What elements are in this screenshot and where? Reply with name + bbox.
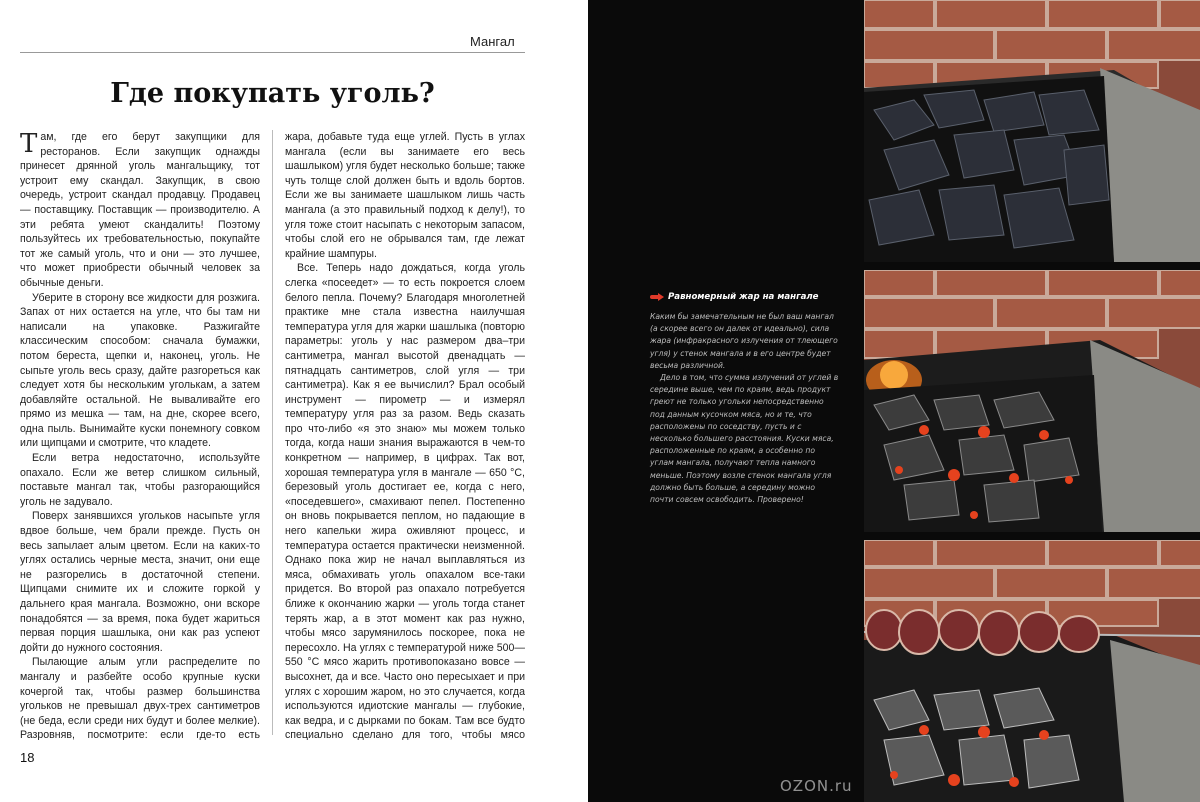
glowing-coals-photo bbox=[864, 270, 1200, 532]
sidebar-paragraph: Каким бы замечательным не был ваш мангал (а скорее всего он далек от идеально), сила жара (инфракрасного излучения от тлеющего угля) у стенок мангала и в его центре будет весьма различной. bbox=[650, 312, 838, 370]
sidebar-heading bbox=[650, 292, 840, 302]
paragraph: Если ветра недостаточно, используйте опахало. Если же ветер слишком сильный, поставьте мангал так, чтобы разгорающийся уголь не задувало. bbox=[20, 452, 260, 508]
sidebar-heading-text: Равномерный жар на мангале bbox=[668, 292, 819, 302]
paragraph: жара, добавьте туда еще углей. Пусть в углах мангала (если вы занимаете его весь шашлыком) угля будет несколько больше; также чуть толще слой должен быть и вдоль бортов. Если же вы занимаете шашлыком лишь часть мангала (а это правильный подход к делу!), то угля тоже стоит насыпать с некоторым запасом, чтобы слой его не обрывался там, где лежат крайние шампуры. bbox=[285, 131, 525, 260]
article-column-2 bbox=[285, 130, 525, 740]
black-charcoal-photo bbox=[864, 0, 1200, 262]
paragraph: Поверх занявшихся угольков насыпьте угля вдвое больше, чем брали прежде. Пусть он весь запылает алым цветом. Если на каких-то углях остались черные места, значит, они еще не разгорелись в достаточной степени. Щипцами снимите их и сложите горкой у дальнего края мангала. Возможно, они вскоре понадобятся — за время, пока будет жариться первая порция шашлыка, они как раз успеют дойти до нужного состояния. bbox=[20, 510, 260, 654]
sidebar-note bbox=[650, 292, 840, 506]
page-number: 18 bbox=[20, 750, 35, 765]
page-title: Где покупать уголь? bbox=[110, 78, 435, 109]
section-label: Мангал bbox=[470, 34, 515, 49]
column-divider bbox=[272, 130, 273, 735]
watermark: OZON.ru bbox=[780, 777, 853, 795]
paragraph: Там, где его берут закупщики для ресторанов. Если закупщик однажды принесет дрянной уголь мангальщику, тот устроит ему скандал. Закупщик, в свою очередь, устроит скандал продавцу. Продавец — поставщику. Поставщик — производителю. А эти ребята умеют скандалить! Поэтому пользуйтесь их требовательностью, покупайте тот же самый уголь, что и они — это лучшее, что может приобрести обычный человек за обычные деньги. bbox=[20, 130, 260, 289]
arrow-right-icon bbox=[650, 293, 664, 301]
paragraph: Все. Теперь надо дождаться, когда уголь слегка «посеедет» — то есть покроется слоем белого пепла. Почему? Благодаря многолетней практике мне стала известна наилучшая температура угля для жарки шашлыка (повторю параметры: уголь у нас размером два–три сантиметра, мангал высотой двенадцать — пятнадцать сантиметров, слой угля — три сантиметра). Как я ее вычислил? Брал особый инструмент — пирометр — и измерял температуру угля раз за разом. Ведь сказать про что-либо «я это знаю» мы можем только тогда, когда наши знания выражаются в чем-то конкретном — например, в цифрах. Так вот, хорошая температура угля в мангале — 650 °C, березовый уголь достигает ее, когда с него, «поседевшего», смахивают пепел. Постепенно он вновь покрывается пеплом, но падающие в него капельки жира оживляют процесс, и температура остается практически неизменной. Однако пока жир не начал выплавляться из мяса, обмахивать уголь опахалом все-таки придется. Во второй раз опахало потребуется ближе к окончанию жарки — уголь тогда станет терять жар, а в этот момент как раз нужно, чтобы мясо зарумянилось поскорее, пока не пересохло. На углях с температурой ниже 500—550 °C мясо жарить противопоказано вовсе — высохнет, да и все. Часто оно пересыхает и при углях с хорошим жаром, но это случается, когда используются идиотские мангалы — глубокие, как ведра, и с дырками по бокам. Там все будто специально сделано для того, чтобы мясо bbox=[285, 262, 525, 740]
paragraph: Пылающие алым угли распределите по мангалу и разбейте особо крупные куски кочергой так, чтобы размер большинства угольков не превышал двух-трех сантиметров (не беда, если среди них будут и более мелкие). Разровняв, посмотрите: если где-то есть bbox=[20, 656, 260, 740]
article-column-1 bbox=[20, 130, 260, 740]
sidebar-paragraph: Дело в том, что сумма излучений от углей в середине выше, чем по краям, ведь продукт греют не только угольки непосредственно под данным кусочком мяса, но и те, что расположены по соседству, пусть и с несколько большего расстояния. Куски мяса, расположенные по краям, а особенно по углам мангала, получают тепла намного меньше. Поэтому возле стенок мангала угля должно быть больше, а середину можно почти совсем освободить. Проверено! bbox=[650, 373, 839, 505]
sidebar-body bbox=[650, 311, 840, 506]
header-rule bbox=[20, 52, 525, 53]
grilling-skewer-photo bbox=[864, 540, 1200, 802]
paragraph: Уберите в сторону все жидкости для розжига. Запах от них остается на угле, что бы там ни написали на упаковке. Разжигайте классическим способом: сначала бумажки, потом береста, щепки и, наконец, уголь. Не сыпьте уголь весь сразу, дайте разгореться как следует хотя бы нескольким уголькам, а затем добавляйте остальной. Не вываливайте его прямо из мешка — там, на дне, скорее всего, одна пыль. Вынимайте куски понемногу совком или щипцами и смотрите, что кладете. bbox=[20, 291, 260, 450]
left-page bbox=[0, 0, 588, 802]
